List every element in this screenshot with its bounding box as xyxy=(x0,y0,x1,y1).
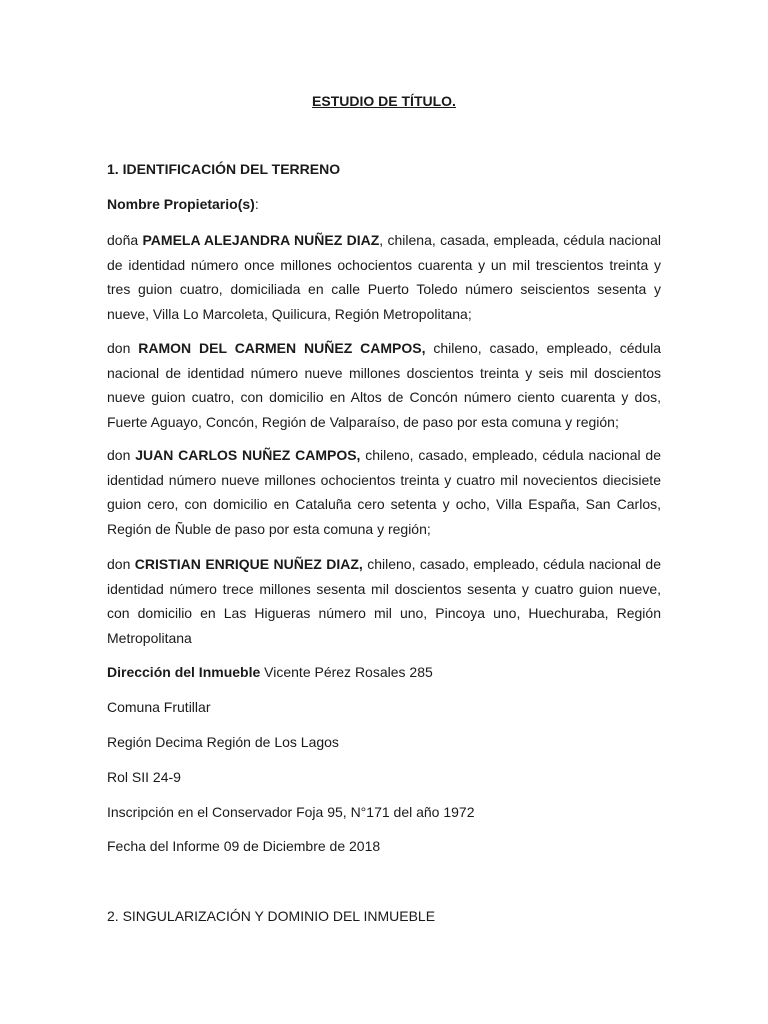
comuna-line: Comuna Frutillar xyxy=(107,699,211,715)
region-line: Región Decima Región de Los Lagos xyxy=(107,734,339,750)
document-title: ESTUDIO DE TÍTULO. xyxy=(312,93,456,109)
owner-paragraph-3 xyxy=(107,443,661,541)
owners-label-colon: : xyxy=(254,196,259,212)
owner-paragraph-4 xyxy=(107,552,661,650)
report-date-line: Fecha del Informe 09 de Diciembre de 2018 xyxy=(107,838,381,854)
property-address-line xyxy=(107,660,661,685)
owner-name: RAMON DEL CARMEN NUÑEZ CAMPOS, xyxy=(138,340,426,356)
owner-name: CRISTIAN ENRIQUE NUÑEZ DIAZ, xyxy=(134,556,363,572)
owner-name: JUAN CARLOS NUÑEZ CAMPOS, xyxy=(135,447,361,463)
owners-label-line xyxy=(107,192,661,217)
rol-line: Rol SII 24-9 xyxy=(107,769,181,785)
owner-details: chileno, casado, empleado, cédula nacional de identidad número trece millones sesenta mil doscientos sesenta y cuatro guion nueve, con domicilio en Las Higueras número mil uno, Pincoya uno, Huechuraba, Región Metropolitana xyxy=(107,556,662,646)
address-label: Dirección del Inmueble xyxy=(107,664,261,680)
owner-details: chileno, casado, empleado, cédula nacional de identidad número nueve millones doscientos treinta y seis mil doscientos nueve guion cuatro, con domicilio en Altos de Concón número ciento cuarenta y dos, Fuerte Aguayo, Concón, Región de Valparaíso, de paso por esta comuna y región; xyxy=(107,340,661,430)
owner-paragraph-1 xyxy=(107,228,661,326)
owner-prefix: don xyxy=(107,340,139,356)
inscripcion-line: Inscripción en el Conservador Foja 95, N°171 del año 1972 xyxy=(107,804,475,820)
section-1-heading: 1. IDENTIFICACIÓN DEL TERRENO xyxy=(107,161,341,177)
owner-prefix: doña xyxy=(107,232,143,248)
section-2-heading: 2. SINGULARIZACIÓN Y DOMINIO DEL INMUEBLE xyxy=(107,908,436,924)
owner-prefix: don xyxy=(107,447,136,463)
owner-details: , chilena, casada, empleada, cédula nacional de identidad número once millones ochocientos cuarenta y un mil trescientos treinta y tres guion cuatro, domiciliada en calle Puerto Toledo número seiscientos sesenta y nueve, Villa Lo Marcoleta, Quilicura, Región Metropolitana; xyxy=(107,232,661,322)
owner-prefix: don xyxy=(107,556,135,572)
owner-details: chileno, casado, empleado, cédula nacional de identidad número nueve millones ochocientos treinta y cuatro mil novecientos diecisiete guion cero, con domicilio en Cataluña cero setenta y ocho, Villa España, San Carlos, Región de Ñuble de paso por esta comuna y región; xyxy=(107,447,661,537)
owner-paragraph-2 xyxy=(107,336,661,434)
owners-label: Nombre Propietario(s) xyxy=(107,196,255,212)
address-value: Vicente Pérez Rosales 285 xyxy=(260,664,433,680)
owner-name: PAMELA ALEJANDRA NUÑEZ DIAZ xyxy=(142,232,380,248)
